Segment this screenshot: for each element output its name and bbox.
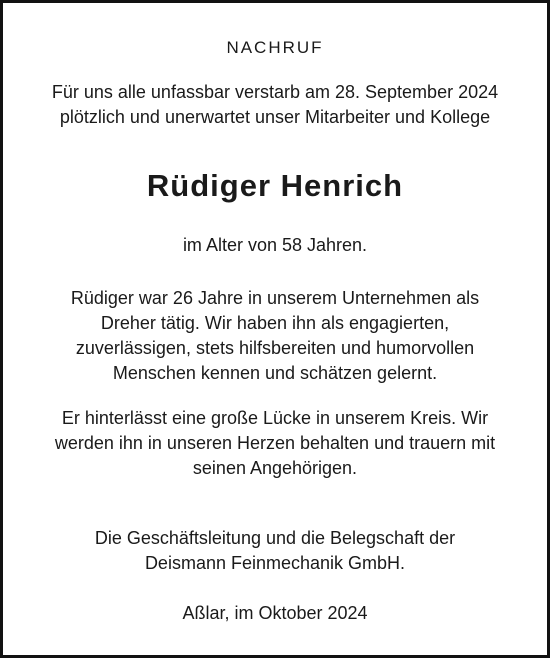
condolence-line: seinen Angehörigen. [192, 458, 358, 478]
tribute-line: Menschen kennen und schätzen gelernt. [112, 363, 438, 383]
signature-line: Die Geschäftsleitung und die Belegschaft der [94, 528, 456, 548]
intro-text [3, 80, 547, 130]
tribute-line: zuverlässigen, stets hilfsbereiten und humorvollen [75, 338, 475, 358]
tribute-line: Rüdiger war 26 Jahre in unserem Unternehmen als [70, 288, 480, 308]
condolence-line: Er hinterlässt eine große Lücke in unserem Kreis. Wir [61, 408, 489, 428]
deceased-name: Rüdiger Henrich [146, 168, 404, 203]
company-name: Deismann Feinmechanik GmbH. [144, 553, 406, 573]
notice-heading: NACHRUF [226, 38, 324, 57]
signature-block [3, 526, 547, 576]
place-date: Aßlar, im Oktober 2024 [182, 603, 368, 623]
tribute-line: Dreher tätig. Wir haben ihn als engagierten, [100, 313, 450, 333]
condolence-paragraph [3, 406, 547, 481]
tribute-paragraph [3, 286, 547, 386]
age-text: im Alter von 58 Jahren. [182, 235, 368, 255]
condolence-line: werden ihn in unseren Herzen behalten und trauern mit [54, 433, 496, 453]
intro-line: plötzlich und unerwartet unser Mitarbeiter und Kollege [59, 107, 491, 127]
intro-line: Für uns alle unfassbar verstarb am 28. September 2024 [51, 82, 499, 102]
